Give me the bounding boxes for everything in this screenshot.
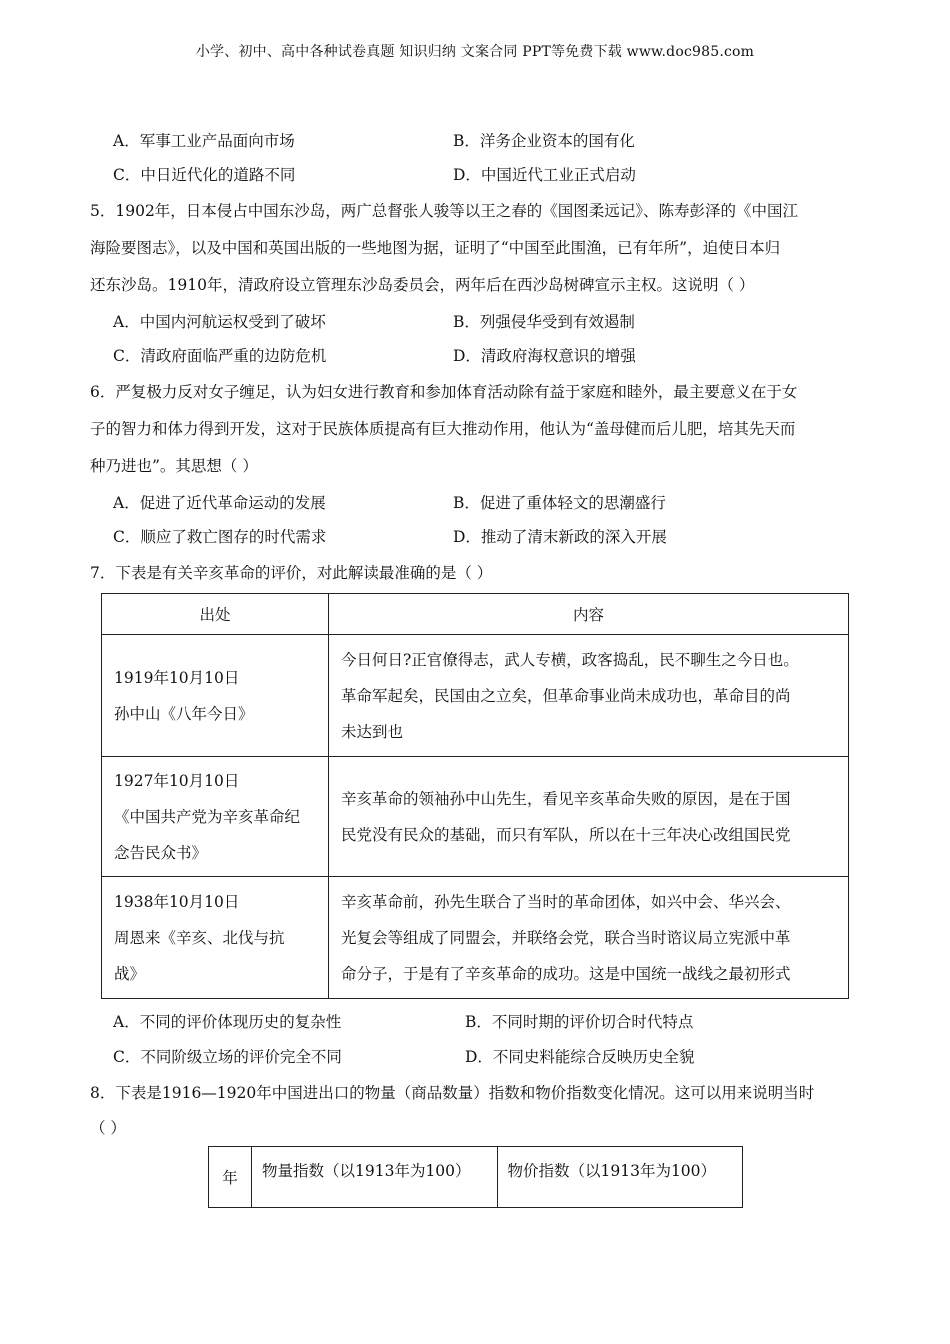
- q7-row2-source: [102, 757, 329, 877]
- q7-row1-source: [102, 635, 329, 757]
- q7-row1-content: [329, 635, 849, 757]
- table-row: [102, 877, 849, 999]
- content-line: 未达到也: [341, 722, 404, 741]
- source-line: 《中国共产党为辛亥革命纪: [114, 807, 301, 826]
- q5-stem-line-3: 还东沙岛。1910年，清政府设立管理东沙岛委员会，两年后在西沙岛树碑宣示主权。这说明（ ）: [90, 276, 755, 294]
- source-line: 念告民众书》: [114, 843, 208, 862]
- q4-option-a: A．军事工业产品面向市场: [113, 132, 295, 150]
- q7-row3-content: [329, 877, 849, 999]
- q5-option-b: B．列强侵华受到有效遏制: [453, 313, 635, 331]
- q6-stem-line-3: 种乃进也”。其思想（ ）: [90, 457, 258, 475]
- q8-table: [208, 1146, 743, 1208]
- q7-header-source: 出处: [102, 594, 329, 635]
- q6-option-b: B．促进了重体轻文的思潮盛行: [453, 494, 666, 512]
- q8-header-price-index: 物价指数（以1913年为100）: [497, 1147, 743, 1208]
- table-row: [102, 757, 849, 877]
- source-line: 战》: [114, 964, 146, 983]
- q7-table-header-row: [102, 594, 849, 635]
- source-line: 孙中山《八年今日》: [114, 704, 254, 723]
- table-row: [102, 635, 849, 757]
- q7-option-c: C．不同阶级立场的评价完全不同: [113, 1048, 342, 1066]
- q7-option-a: A．不同的评价体现历史的复杂性: [113, 1013, 342, 1031]
- content-line: 革命军起矣，民国由之立矣，但革命事业尚未成功也，革命目的尚: [341, 686, 791, 705]
- q8-stem-line-1: 8．下表是1916—1920年中国进出口的物量（商品数量）指数和物价指数变化情况。这可以用来说明当时: [90, 1084, 815, 1102]
- q5-stem-line-1: 5．1902年，日本侵占中国东沙岛，两广总督张人骏等以王之春的《国图柔远记》、陈寿彭泽的《中国江: [90, 202, 799, 220]
- q6-stem-line-1: 6．严复极力反对女子缠足，认为妇女进行教育和参加体育活动除有益于家庭和睦外，最主要意义在于女: [90, 383, 798, 401]
- q7-row2-content: [329, 757, 849, 877]
- page-header: 小学、初中、高中各种试卷真题 知识归纳 文案合同 PPT等免费下载 www.doc985.com: [195, 44, 755, 60]
- q6-option-d: D．推动了清末新政的深入开展: [453, 528, 667, 546]
- source-line: 1919年10月10日: [114, 668, 240, 687]
- q8-stem-line-2: （ ）: [90, 1119, 126, 1137]
- content-line: 民党没有民众的基础，而只有军队，所以在十三年决心改组国民党: [341, 825, 791, 844]
- source-line: 1938年10月10日: [114, 892, 240, 911]
- q4-option-b: B．洋务企业资本的国有化: [453, 132, 635, 150]
- content-line: 辛亥革命的领袖孙中山先生，看见辛亥革命失败的原因，是在于国: [341, 789, 791, 808]
- source-line: 1927年10月10日: [114, 771, 240, 790]
- q4-option-c: C．中日近代化的道路不同: [113, 166, 296, 184]
- q7-header-content: 内容: [329, 594, 849, 635]
- content-line: 命分子，于是有了辛亥革命的成功。这是中国统一战线之最初形式: [341, 964, 791, 983]
- q8-header-volume-index: 物量指数（以1913年为100）: [252, 1147, 498, 1208]
- q5-stem-line-2: 海险要图志》，以及中国和英国出版的一些地图为据，证明了“中国至此围渔，已有年所”，迫使日本归: [90, 239, 781, 257]
- q7-stem: 7．下表是有关辛亥革命的评价，对此解读最准确的是（ ）: [90, 564, 493, 582]
- q4-option-d: D．中国近代工业正式启动: [453, 166, 636, 184]
- q7-option-d: D．不同史料能综合反映历史全貌: [465, 1048, 695, 1066]
- q6-stem-line-2: 子的智力和体力得到开发，这对于民族体质提高有巨大推动作用，他认为“盖母健而后儿肥，培其先天而: [90, 420, 796, 438]
- content-line: 辛亥革命前，孙先生联合了当时的革命团体，如兴中会、华兴会、: [341, 892, 791, 911]
- q6-option-c: C．顺应了救亡图存的时代需求: [113, 528, 327, 546]
- content-line: 光复会等组成了同盟会，并联络会党，联合当时谘议局立宪派中革: [341, 928, 791, 947]
- source-line: 周恩来《辛亥、北伐与抗: [114, 928, 285, 947]
- q7-option-b: B．不同时期的评价切合时代特点: [465, 1013, 694, 1031]
- q7-row3-source: [102, 877, 329, 999]
- q5-option-a: A．中国内河航运权受到了破坏: [113, 313, 326, 331]
- q5-option-d: D．清政府海权意识的增强: [453, 347, 636, 365]
- q6-option-a: A．促进了近代革命运动的发展: [113, 494, 326, 512]
- q8-header-year: 年: [209, 1147, 252, 1208]
- q7-table: [101, 593, 849, 999]
- content-line: 今日何日?正官僚得志，武人专横，政客捣乱，民不聊生之今日也。: [341, 650, 799, 669]
- q8-table-header-row: [209, 1147, 743, 1208]
- q5-option-c: C．清政府面临严重的边防危机: [113, 347, 327, 365]
